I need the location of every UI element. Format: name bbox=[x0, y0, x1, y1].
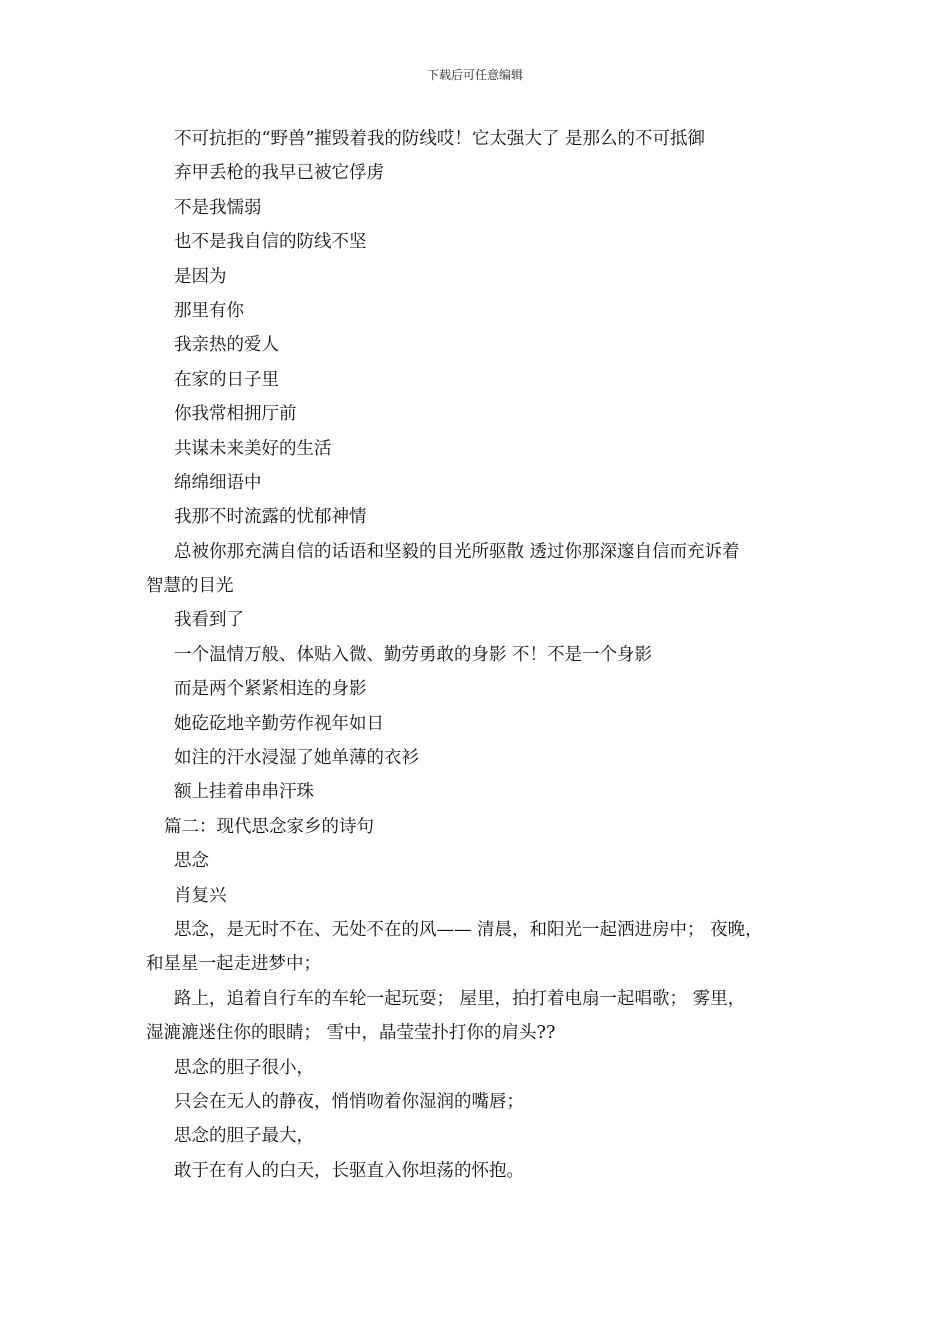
paragraph: 如注的汗水浸湿了她单薄的衣衫 bbox=[174, 748, 419, 769]
paragraph: 思念的胆子很小， bbox=[174, 1057, 314, 1078]
paragraph: 敢于在有人的白天，长驱直入你坦荡的怀抱。 bbox=[174, 1160, 524, 1181]
document-body bbox=[146, 122, 826, 1188]
paragraph: 你我常相拥厅前 bbox=[174, 404, 297, 425]
paragraph: 一个温情万般、体贴入微、勤劳勇敢的身影 不！不是一个身影 bbox=[174, 644, 653, 665]
paragraph: 智慧的目光 bbox=[146, 576, 234, 597]
paragraph: 我亲热的爱人 bbox=[174, 335, 279, 356]
poem-title: 思念 bbox=[174, 851, 209, 872]
paragraph: 路上，追着自行车的车轮一起玩耍； 屋里，拍打着电扇一起唱歌； 雾里， bbox=[174, 988, 746, 1009]
paragraph: 是因为 bbox=[174, 266, 227, 287]
paragraph: 总被你那充满自信的话语和坚毅的目光所驱散 透过你那深邃自信而充诉着 bbox=[174, 541, 740, 562]
paragraph: 我那不时流露的忧郁神情 bbox=[174, 507, 367, 528]
paragraph: 我看到了 bbox=[174, 610, 244, 631]
paragraph: 思念的胆子最大， bbox=[174, 1126, 314, 1147]
paragraph: 不可抗拒的“野兽”摧毁着我的防线哎！它太强大了 是那么的不可抵御 bbox=[174, 129, 705, 149]
paragraph: 不是我懦弱 bbox=[174, 197, 262, 218]
page-header: 下载后可任意编辑 bbox=[426, 68, 523, 82]
paragraph: 只会在无人的静夜，悄悄吻着你湿润的嘴唇； bbox=[174, 1091, 524, 1112]
paragraph: 也不是我自信的防线不坚 bbox=[174, 232, 367, 253]
paragraph: 那里有你 bbox=[174, 300, 244, 321]
paragraph: 额上挂着串串汗珠 bbox=[174, 782, 314, 803]
paragraph: 而是两个紧紧相连的身影 bbox=[174, 679, 367, 700]
paragraph: 绵绵细语中 bbox=[174, 472, 262, 493]
paragraph: 共谋未来美好的生活 bbox=[174, 438, 332, 459]
poem-author: 肖复兴 bbox=[174, 885, 227, 906]
paragraph: 和星星一起走进梦中； bbox=[146, 954, 321, 975]
section-heading: 篇二：现代思念家乡的诗句 bbox=[164, 816, 374, 837]
paragraph: 在家的日子里 bbox=[174, 369, 279, 390]
paragraph: 思念，是无时不在、无处不在的风—— 清晨，和阳光一起洒进房中； 夜晚， bbox=[174, 919, 763, 940]
paragraph: 湿漉漉迷住你的眼睛； 雪中，晶莹莹扑打你的肩头?? bbox=[146, 1023, 556, 1044]
paragraph: 她矻矻地辛勤劳作视年如日 bbox=[174, 713, 384, 734]
paragraph: 弃甲丢枪的我早已被它俘虏 bbox=[174, 163, 384, 184]
